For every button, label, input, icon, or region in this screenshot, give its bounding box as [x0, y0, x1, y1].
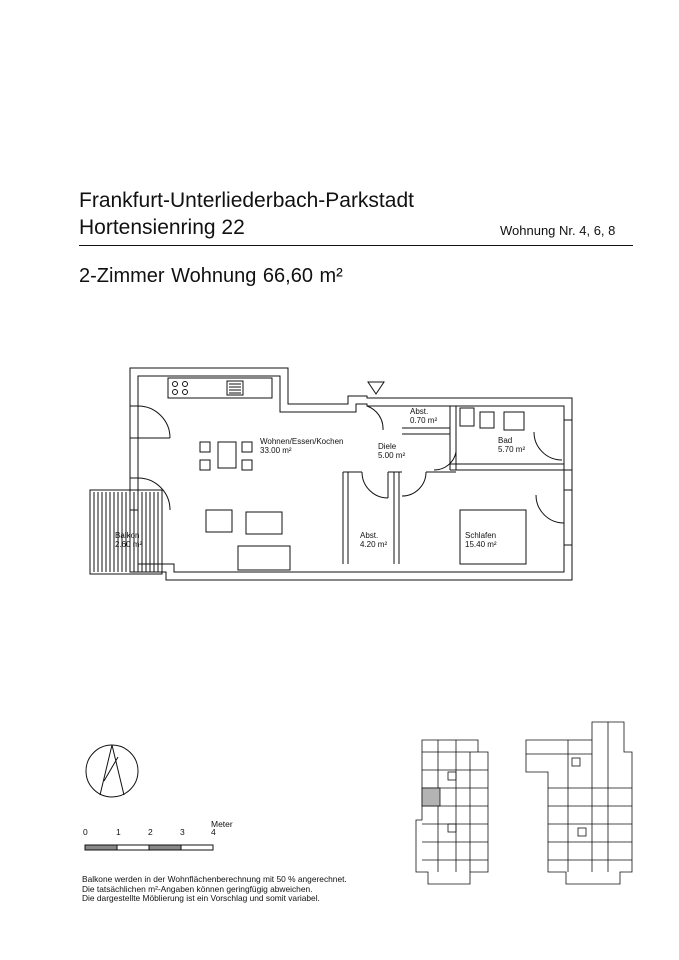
- armchair: [206, 510, 232, 532]
- scale-tick-label: 2: [148, 827, 153, 837]
- key-plan-left-building: [416, 740, 488, 884]
- footnotes: [82, 875, 347, 904]
- bath-toilet: [460, 408, 474, 426]
- room-area-living: 33.00 m²: [260, 446, 292, 455]
- room-label-diele: Diele: [378, 442, 397, 451]
- footnote: Die tatsächlichen m²-Angaben können geringfügig abweichen.: [82, 883, 313, 894]
- apartment-title: 2-Zimmer Wohnung 66,60 m²: [79, 265, 343, 287]
- room-label-living: Wohnen/Essen/Kochen: [260, 437, 344, 446]
- wall-diele-left: [343, 472, 348, 564]
- room-area-bath: 5.70 m²: [498, 445, 526, 454]
- scale-tick-label: 0: [83, 827, 88, 837]
- room-label-bedroom: Schlafen: [465, 531, 497, 540]
- header-divider: [79, 245, 633, 246]
- building-key-plan: [408, 712, 638, 892]
- scale-tick-label: 4: [211, 827, 216, 837]
- dining-table: [218, 442, 236, 468]
- bath-shower: [504, 412, 524, 430]
- unit-numbers: Wohnung Nr. 4, 6, 8: [500, 223, 616, 238]
- room-label-bath: Bad: [498, 436, 513, 445]
- outer-wall-inner: [138, 376, 564, 572]
- scale-unit: Meter: [211, 819, 233, 829]
- scale-tick-label: 1: [116, 827, 121, 837]
- coffee-table: [246, 512, 282, 534]
- outer-wall-outer: [130, 368, 572, 580]
- room-area-abst2: 4.20 m²: [360, 540, 388, 549]
- bath-sink: [480, 412, 494, 428]
- room-label-balcony: Balkon: [115, 531, 140, 540]
- room-label-abst2: Abst.: [360, 531, 379, 540]
- room-area-diele: 5.00 m²: [378, 451, 406, 460]
- sofa: [238, 546, 290, 570]
- room-area-abst1: 0.70 m²: [410, 416, 438, 425]
- scale-bar: [80, 815, 240, 857]
- floor-plan: [80, 360, 580, 592]
- footnote: Die dargestellte Möblierung ist ein Vorschlag und somit variabel.: [82, 893, 320, 904]
- room-label-abst1: Abst.: [410, 407, 429, 416]
- address-title: Hortensienring 22: [79, 216, 245, 239]
- wall-abst-right: [394, 472, 399, 564]
- room-area-balcony: 2.60 m²: [115, 540, 143, 549]
- wall-abst1-bottom: [402, 428, 450, 434]
- location-title: Frankfurt-Unterliederbach-Parkstadt: [79, 189, 414, 212]
- footnote: Balkone werden in der Wohnflächenberechnung mit 50 % angerechnet.: [82, 874, 347, 884]
- room-area-bedroom: 15.40 m²: [465, 540, 497, 549]
- scale-tick-label: 3: [180, 827, 185, 837]
- highlighted-unit: [422, 788, 440, 806]
- north-compass-icon: [84, 743, 140, 799]
- kitchen-counter: [168, 378, 272, 398]
- wall-bath-bottom: [450, 464, 564, 470]
